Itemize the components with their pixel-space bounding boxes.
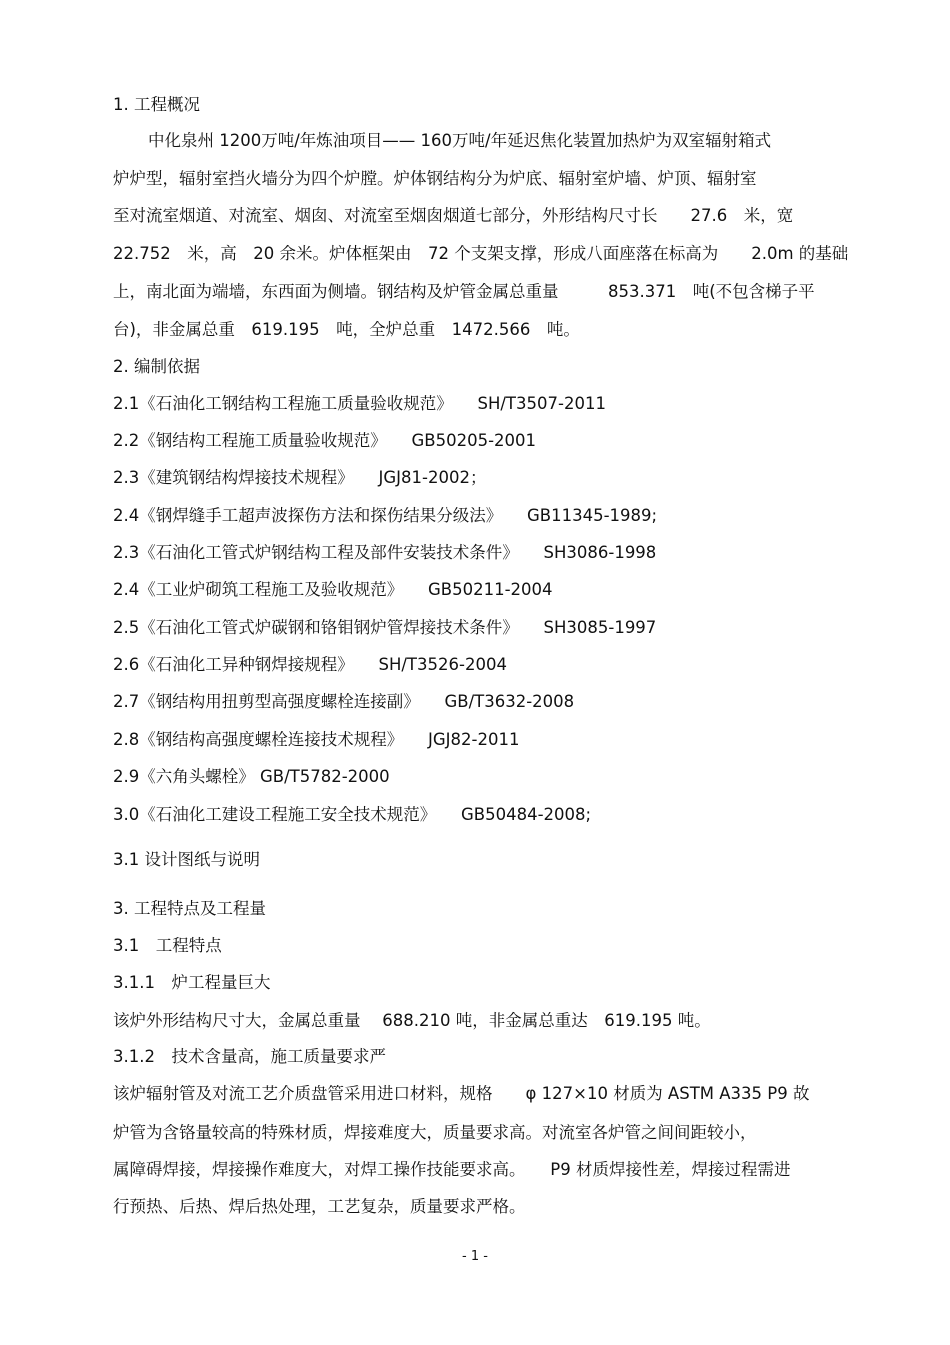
reference-item: 2.9《六角头螺栓》 GB/T5782-2000 [113,767,390,786]
overview-line-1: 中化泉州 1200万吨/年炼油项目—— 160万吨/年延迟焦化装置加热炉为双室辐射箱式 [148,131,772,150]
subsection-3-1-2-heading: 3.1.2 技术含量高，施工质量要求严 [113,1047,386,1066]
reference-item: 2.7《钢结构用扭剪型高强度螺栓连接副》 GB/T3632-2008 [113,692,575,711]
reference-item: 2.4《工业炉砌筑工程施工及验收规范》 GB50211-2004 [113,580,553,599]
reference-item: 2.5《石油化工管式炉碳钢和铬钼钢炉管焊接技术条件》 SH3085-1997 [113,618,657,637]
overview-line-2: 炉炉型，辐射室挡火墙分为四个炉膛。炉体钢结构分为炉底、辐射室炉墙、炉顶、辐射室 [113,169,757,188]
reference-item: 3.0《石油化工建设工程施工安全技术规范》 GB50484-2008; [113,805,592,824]
section-2-heading: 2. 编制依据 [113,357,200,376]
overview-line-5: 上，南北面为端墙，东西面为侧墙。钢结构及炉管金属总重量 853.371 吨(不包含梯子平 [113,282,815,301]
reference-item: 2.3《建筑钢结构焊接技术规程》 JGJ81-2002； [113,468,487,487]
quality-line-2: 炉管为含铬量较高的特殊材质，焊接难度大，质量要求高。对流室各炉管之间间距较小， [113,1123,757,1142]
overview-line-3: 至对流室烟道、对流室、烟囱、对流室至烟囱烟道七部分，外形结构尺寸长 27.6 米，宽 [113,206,794,225]
reference-item: 2.1《石油化工钢结构工程施工质量验收规范》 SH/T3507-2011 [113,394,606,413]
subsection-3-1-1-heading: 3.1.1 炉工程量巨大 [113,973,271,992]
section-1-heading: 1. 工程概况 [113,95,200,114]
reference-item: 3.1 设计图纸与说明 [113,850,260,869]
section-3-heading: 3. 工程特点及工程量 [113,899,266,918]
subsection-3-1-heading: 3.1 工程特点 [113,936,222,955]
overview-line-6: 台)，非金属总重 619.195 吨，全炉总重 1472.566 吨。 [113,320,580,339]
reference-item: 2.6《石油化工异种钢焊接规程》 SH/T3526-2004 [113,655,507,674]
reference-item: 2.3《石油化工管式炉钢结构工程及部件安装技术条件》 SH3086-1998 [113,543,657,562]
quality-line-3: 属障碍焊接，焊接操作难度大，对焊工操作技能要求高。 P9 材质焊接性差，焊接过程需进 [113,1160,791,1179]
quality-line-1: 该炉辐射管及对流工艺介质盘管采用进口材料，规格 φ 127×10 材质为 ASTM A335 P9 故 [113,1084,810,1103]
subsection-3-1-1-text: 该炉外形结构尺寸大，金属总重量 688.210 吨，非金属总重达 619.195 吨。 [113,1011,711,1030]
quality-line-4: 行预热、后热、焊后热处理，工艺复杂，质量要求严格。 [113,1197,526,1216]
reference-item: 2.4《钢焊缝手工超声波探伤方法和探伤结果分级法》 GB11345-1989; [113,506,658,525]
overview-line-4: 22.752 米，高 20 余米。炉体框架由 72 个支架支撑，形成八面座落在标高为 2.0m 的基础 [113,244,849,263]
reference-item: 2.2《钢结构工程施工质量验收规范》 GB50205-2001 [113,431,537,450]
reference-item: 2.8《钢结构高强度螺栓连接技术规程》 JGJ82-2011 [113,730,520,749]
page-number: - 1 - [462,1249,488,1264]
